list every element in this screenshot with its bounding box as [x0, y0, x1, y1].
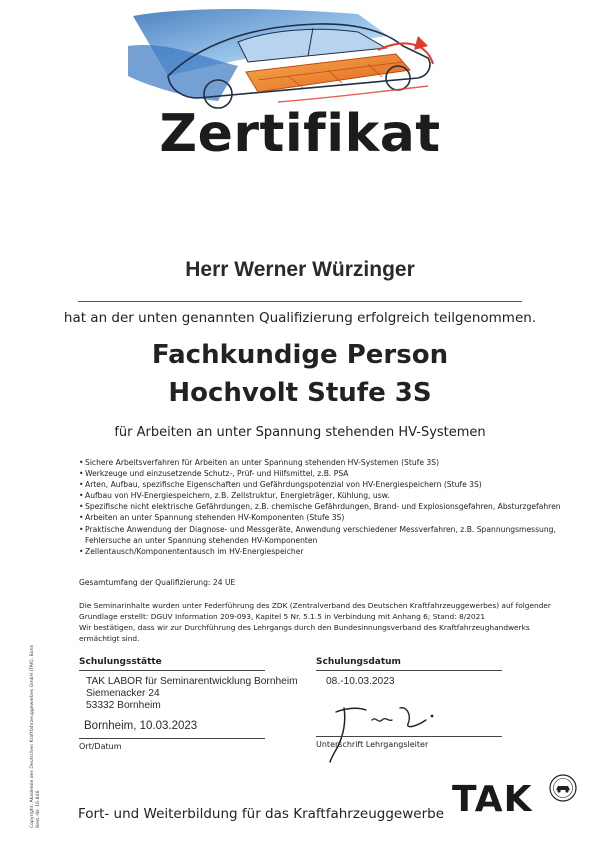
training-site-name: TAK LABOR für Seminarentwicklung Bornheim [86, 676, 298, 687]
signature-line [316, 736, 502, 737]
legal-basis [79, 600, 569, 644]
place-date-value: Bornheim, 10.03.2023 [84, 720, 198, 732]
seal-icon [548, 773, 578, 803]
completion-statement: hat an der unten genannten Qualifizierung erfolgreich teilgenommen. [63, 310, 537, 326]
training-site-underline [79, 670, 265, 671]
topic-item: • Spezifische nicht elektrische Gefährdungen, z.B. chemische Gefährdungen, Brand- und Explosionsgefahren, Absturzgefahren [79, 501, 579, 512]
copyright-line: Copyright: Akademie des Deutschen Kraftfahrzeuggewerbes GmbH (TAK), Bonn [30, 644, 35, 828]
tak-logo-text: TAK [452, 779, 533, 820]
instructor-signature [322, 690, 442, 770]
recipient-name: Herr Werner Würzinger [185, 258, 415, 281]
footer-claim: Fort- und Weiterbildung für das Kraftfahrzeuggewerbe [78, 806, 444, 822]
training-site-zip-city: 53332 Bornheim [86, 700, 161, 711]
certificate-title: Zertifikat [159, 104, 441, 164]
topic-item: • Zellentausch/Komponententausch im HV-Energiespeicher [79, 546, 579, 557]
training-date-underline [316, 670, 502, 671]
qualification-title-line2: Hochvolt Stufe 3S [168, 378, 432, 408]
topic-item: • Aufbau von HV-Energiespeichern, z.B. Zellstruktur, Energieträger, Kühlung, usw. [79, 490, 579, 501]
training-site-street: Siemenacker 24 [86, 688, 160, 699]
training-date-label: Schulungsdatum [316, 657, 401, 667]
training-date-value: 08.-10.03.2023 [326, 676, 395, 687]
place-date-caption: Ort/Datum [79, 742, 122, 751]
topic-list [79, 457, 579, 557]
qualification-subtitle: für Arbeiten an unter Spannung stehenden HV-Systemen [114, 425, 486, 440]
order-number: Best.-Nr. 16-846 [36, 790, 41, 828]
signature-caption: Unterschrift Lehrgangsleiter [316, 740, 429, 749]
hero-car-battery-illustration [128, 6, 468, 118]
legal-basis-text: Die Seminarinhalte wurden unter Federführung des ZDK (Zentralverband des Deutschen Kraftfahrzeuggewerbes) auf folgender Grundlage erstellt: DGUV Information 209-093, Kapitel 5 Nr. 5.1.5 in Verbindung mit Anhang 6; Stand: 8/2021 [79, 601, 551, 621]
topic-item: • Arten, Aufbau, spezifische Eigenschaften und Gefährdungspotenzial von HV-Energiespeichern (Stufe 3S) [79, 479, 579, 490]
topic-item: • Arbeiten an unter Spannung stehenden HV-Komponenten (Stufe 3S) [79, 512, 579, 523]
authorization-text: Wir bestätigen, dass wir zur Durchführung des Lehrgangs durch den Bundesinnungsverband des Kraftfahrzeughandwerks ermächtigt sind. [79, 623, 530, 643]
qualification-title-line1: Fachkundige Person [151, 340, 449, 370]
topic-item: • Sichere Arbeitsverfahren für Arbeiten an unter Spannung stehenden HV-Systemen (Stufe 3S) [79, 457, 579, 468]
copyright-notice [30, 628, 42, 828]
recipient-underline [78, 301, 522, 302]
total-scope: Gesamtumfang der Qualifizierung: 24 UE [79, 578, 236, 587]
topic-item: • Werkzeuge und einzusetzende Schutz-, Prüf- und Hilfsmittel, z.B. PSA [79, 468, 579, 479]
training-site-label: Schulungsstätte [79, 657, 162, 667]
topic-item: • Praktische Anwendung der Diagnose- und Messgeräte, Anwendung verschiedener Messverfahren, z.B. Spannungsmessung, Fehlersuche an unter Spannung stehenden HV-Komponenten [79, 524, 579, 546]
place-date-line [79, 738, 265, 739]
